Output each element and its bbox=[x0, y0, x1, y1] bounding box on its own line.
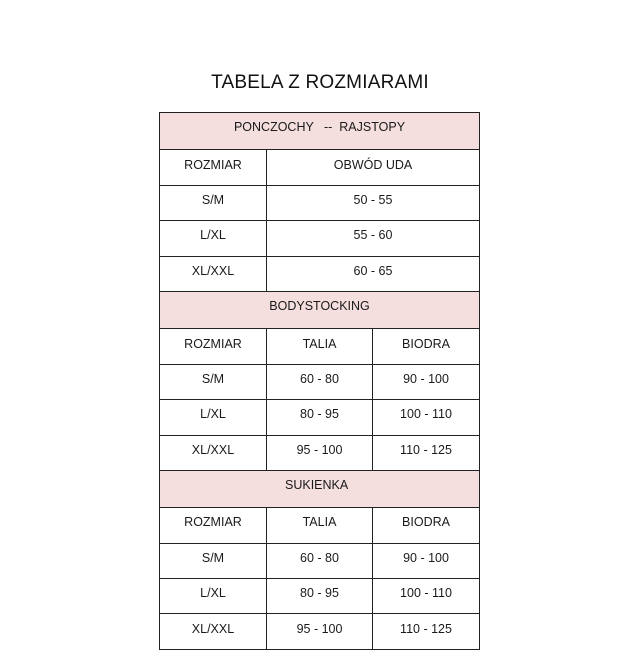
table-cell: 95 - 100 bbox=[267, 614, 373, 649]
table-cell: XL/XXL bbox=[160, 256, 267, 291]
table-cell: 100 - 110 bbox=[373, 579, 480, 614]
table-cell: 95 - 100 bbox=[267, 435, 373, 470]
table-row bbox=[160, 364, 480, 399]
table-cell: 60 - 80 bbox=[267, 364, 373, 399]
size-table bbox=[159, 112, 480, 650]
table-row bbox=[160, 543, 480, 578]
column-header: ROZMIAR bbox=[160, 150, 267, 185]
table-header-row bbox=[160, 508, 480, 543]
table-row bbox=[160, 185, 480, 220]
column-header: ROZMIAR bbox=[160, 508, 267, 543]
table-cell: 100 - 110 bbox=[373, 400, 480, 435]
table-cell: 55 - 60 bbox=[267, 221, 480, 256]
column-header: BIODRA bbox=[373, 508, 480, 543]
table-cell: 80 - 95 bbox=[267, 400, 373, 435]
table-cell: S/M bbox=[160, 185, 267, 220]
column-header: OBWÓD UDA bbox=[267, 150, 480, 185]
table-cell: 90 - 100 bbox=[373, 543, 480, 578]
table-cell: L/XL bbox=[160, 221, 267, 256]
section-header-row bbox=[160, 470, 480, 507]
column-header: TALIA bbox=[267, 508, 373, 543]
section-title-dress: SUKIENKA bbox=[160, 470, 480, 507]
table-row bbox=[160, 579, 480, 614]
table-row bbox=[160, 400, 480, 435]
column-header: ROZMIAR bbox=[160, 329, 267, 364]
column-header: TALIA bbox=[267, 329, 373, 364]
table-cell: 60 - 65 bbox=[267, 256, 480, 291]
table-row bbox=[160, 614, 480, 649]
table-cell: L/XL bbox=[160, 579, 267, 614]
section-title-stockings: PONCZOCHY -- RAJSTOPY bbox=[160, 113, 480, 150]
table-cell: 110 - 125 bbox=[373, 614, 480, 649]
page-title: TABELA Z ROZMIARAMI bbox=[211, 72, 429, 93]
table-cell: S/M bbox=[160, 543, 267, 578]
table-cell: XL/XXL bbox=[160, 614, 267, 649]
table-cell: 110 - 125 bbox=[373, 435, 480, 470]
table-cell: S/M bbox=[160, 364, 267, 399]
table-row bbox=[160, 221, 480, 256]
section-title-bodystocking: BODYSTOCKING bbox=[160, 291, 480, 328]
table-cell: 60 - 80 bbox=[267, 543, 373, 578]
table-cell: 80 - 95 bbox=[267, 579, 373, 614]
column-header: BIODRA bbox=[373, 329, 480, 364]
table-cell: 50 - 55 bbox=[267, 185, 480, 220]
table-row bbox=[160, 435, 480, 470]
table-cell: 90 - 100 bbox=[373, 364, 480, 399]
section-header-row bbox=[160, 113, 480, 150]
section-header-row bbox=[160, 291, 480, 328]
table-cell: XL/XXL bbox=[160, 435, 267, 470]
table-cell: L/XL bbox=[160, 400, 267, 435]
table-row bbox=[160, 256, 480, 291]
table-header-row bbox=[160, 329, 480, 364]
table-header-row bbox=[160, 150, 480, 185]
